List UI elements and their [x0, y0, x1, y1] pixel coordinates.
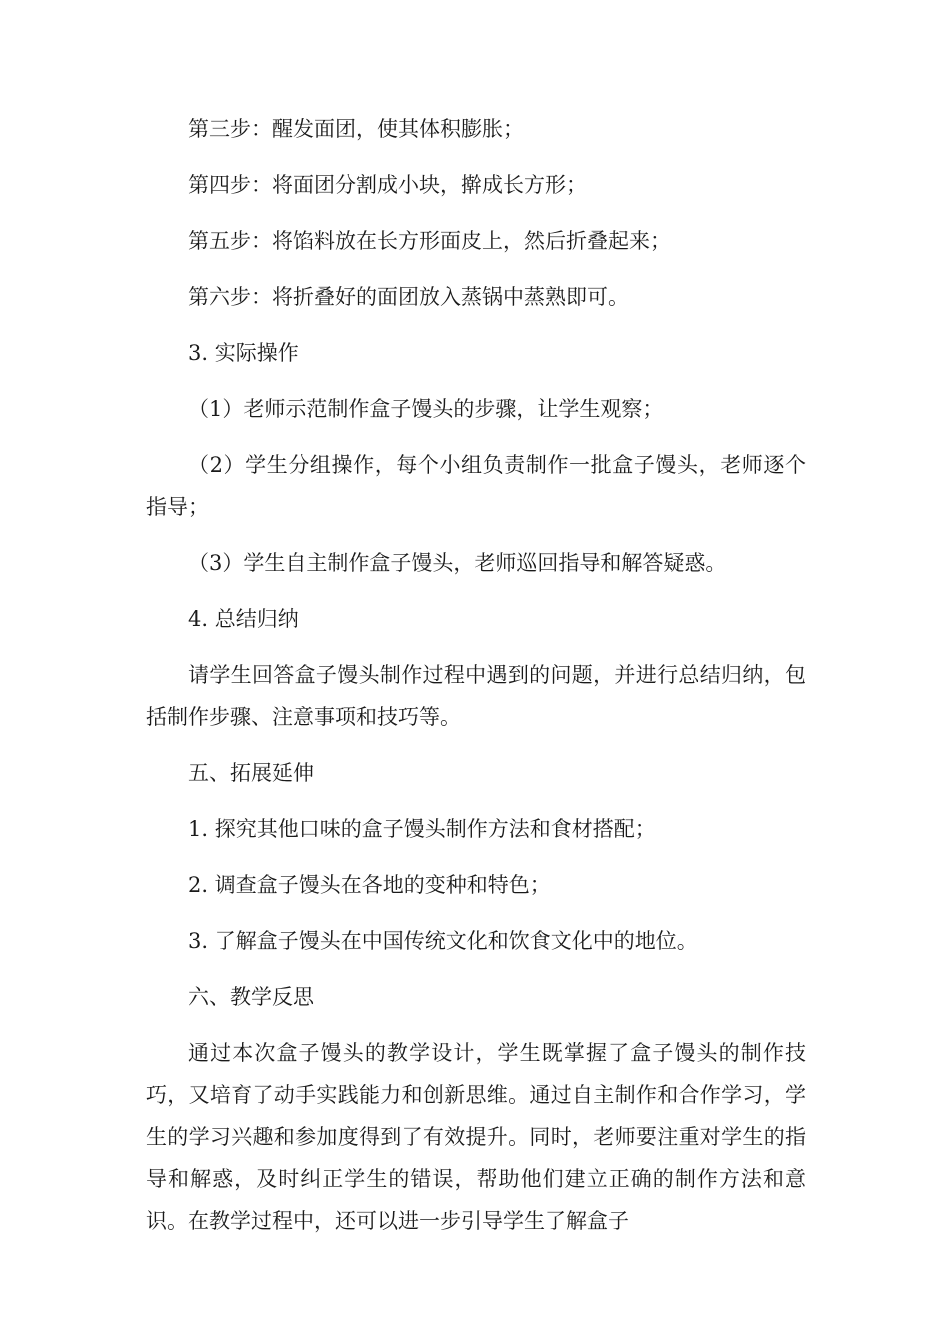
practice-item-2: （2）学生分组操作，每个小组负责制作一批盒子馒头，老师逐个指导；: [146, 453, 806, 519]
section-extension-heading: 五、拓展延伸: [188, 761, 314, 785]
reflection-paragraph: 通过本次盒子馒头的教学设计，学生既掌握了盒子馒头的制作技巧，又培育了动手实践能力和创新思维。通过自主制作和合作学习，学生的学习兴趣和参加度得到了有效提升。同时，老师要注重对学生的指导和解惑，及时纠正学生的错误，帮助他们建立正确的制作方法和意识。在教学过程中，还可以进一步引导学生了解盒子: [146, 1041, 806, 1233]
step-four-paragraph: 第四步：将面团分割成小块，擀成长方形；: [188, 173, 587, 197]
practice-item-1: （1）老师示范制作盒子馒头的步骤，让学生观察；: [188, 397, 664, 421]
section-summary-heading: 4. 总结归纳: [188, 607, 299, 631]
summary-paragraph: 请学生回答盒子馒头制作过程中遇到的问题，并进行总结归纳，包括制作步骤、注意事项和技巧等。: [146, 663, 806, 729]
extension-item-2: 2. 调查盒子馒头在各地的变种和特色；: [188, 873, 551, 897]
step-six-paragraph: 第六步：将折叠好的面团放入蒸锅中蒸熟即可。: [188, 285, 629, 309]
extension-item-3: 3. 了解盒子馒头在中国传统文化和饮食文化中的地位。: [188, 929, 698, 953]
section-practice-heading: 3. 实际操作: [188, 341, 299, 365]
step-three-paragraph: 第三步：醒发面团，使其体积膨胀；: [188, 117, 524, 141]
step-five-paragraph: 第五步：将馅料放在长方形面皮上，然后折叠起来；: [188, 229, 671, 253]
document-body: [146, 108, 806, 1256]
practice-item-3: （3）学生自主制作盒子馒头，老师巡回指导和解答疑惑。: [188, 551, 727, 575]
extension-item-1: 1. 探究其他口味的盒子馒头制作方法和食材搭配；: [188, 817, 656, 841]
section-reflection-heading: 六、教学反思: [188, 985, 314, 1009]
